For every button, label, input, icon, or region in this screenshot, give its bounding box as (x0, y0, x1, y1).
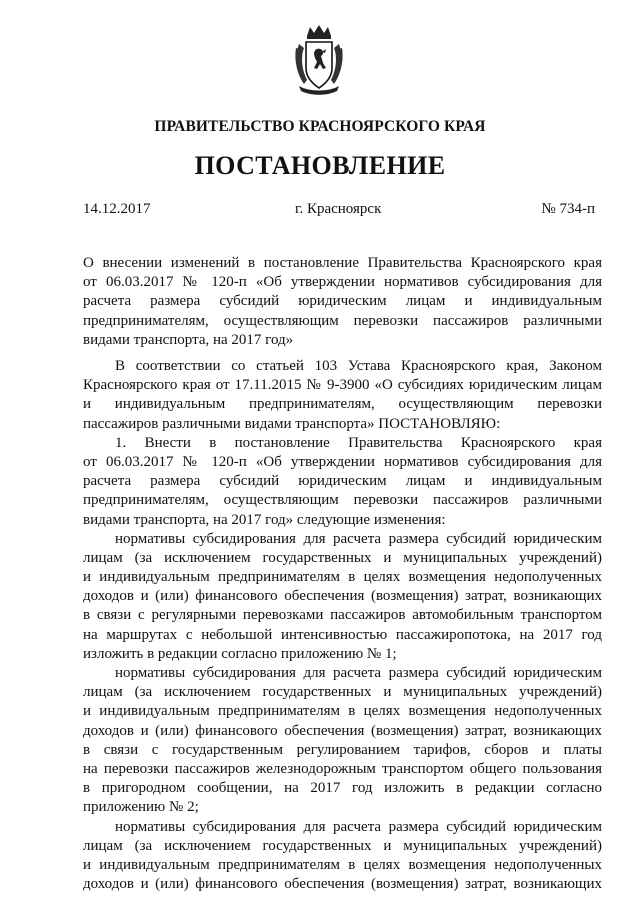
body-line: и индивидуальным предпринимателям в целях возмещения недополученных (83, 856, 602, 873)
document-type-title: ПОСТАНОВЛЕНИЕ (194, 151, 446, 180)
body-line: лицам (за исключением государственных и муниципальных учреждений) (83, 549, 602, 566)
body-line: на маршрутах с небольшой интенсивностью пассажиропотока, на 2017 год (83, 626, 602, 643)
body-line: в связи с государственным регулированием тарифов, сборов и платы (83, 741, 602, 758)
document-city: г. Красноярск (295, 201, 382, 217)
body-line: приложению № 2; (83, 799, 199, 816)
body-line: нормативы субсидирования для расчета размера субсидий юридическим (115, 665, 602, 681)
body-line: на перевозки пассажиров железнодорожным транспортом общего пользования (83, 760, 602, 777)
subject-line: от 06.03.2017 № 120-п «Об утверждении нормативов субсидирования для (83, 274, 602, 291)
coat-of-arms-icon (293, 22, 345, 96)
body-line: нормативы субсидирования для расчета размера субсидий юридическим (115, 530, 602, 547)
subject-line: видами транспорта, на 2017 год» (83, 331, 294, 348)
body-line: доходов и (или) финансового обеспечения (возмещения) затрат, возникающих (83, 588, 602, 605)
subject-line: расчета размера субсидий юридическим лицам и индивидуальным (83, 293, 602, 310)
document-meta (83, 201, 595, 221)
body-line: В соответствии со статьей 103 Устава Красноярского края, Законом (115, 358, 602, 374)
body-line: доходов и (или) финансового обеспечения (возмещения) затрат, возникающих (83, 876, 602, 893)
body-line: 1. Внести в постановление Правительства Красноярского края (115, 434, 602, 451)
body-line: изложить в редакции согласно приложению № 1; (83, 645, 397, 662)
body-line: доходов и (или) финансового обеспечения (возмещения) затрат, возникающих (83, 722, 602, 739)
body-line: Красноярского края от 17.11.2015 № 9-3900 «О субсидиях юридическим лицам (83, 377, 602, 394)
government-title: ПРАВИТЕЛЬСТВО КРАСНОЯРСКОГО КРАЯ (154, 118, 486, 135)
document-date: 14.12.2017 (83, 201, 151, 217)
body-line: лицам (за исключением государственных и муниципальных учреждений) (83, 684, 602, 701)
body-line: нормативы субсидирования для расчета размера субсидий юридическим (115, 818, 602, 835)
subject-line: О внесении изменений в постановление Правительства Красноярского края (83, 255, 602, 271)
body-line: и индивидуальным предпринимателям в целях возмещения недополученных (83, 703, 602, 720)
document-subject (83, 254, 602, 350)
body-line: от 06.03.2017 № 120-п «Об утверждении нормативов субсидирования для (83, 453, 602, 470)
document-number: № 734-п (541, 201, 595, 217)
body-line: предпринимателям, осуществляющим перевозки пассажиров различными (83, 492, 602, 509)
body-line: в связи с регулярными перевозками пассажиров автомобильным транспортом (83, 607, 602, 624)
body-line: видами транспорта, на 2017 год» следующие изменения: (83, 511, 446, 528)
document-body (83, 357, 602, 894)
body-line: расчета размера субсидий юридическим лицам и индивидуальным (83, 473, 602, 490)
body-line: и индивидуальным предпринимателям в целях возмещения недополученных (83, 569, 602, 586)
body-line: в пригородном сообщении, на 2017 год изложить в редакции согласно (83, 780, 602, 797)
body-line: пассажиров различными видами транспорта» ПОСТАНОВЛЯЮ: (83, 415, 501, 432)
subject-line: предпринимателям, осуществляющим перевозки пассажиров различными (83, 312, 602, 329)
body-line: и индивидуальным предпринимателям, осуществляющим перевозки (83, 396, 602, 413)
body-line: лицам (за исключением государственных и муниципальных учреждений) (83, 837, 602, 854)
